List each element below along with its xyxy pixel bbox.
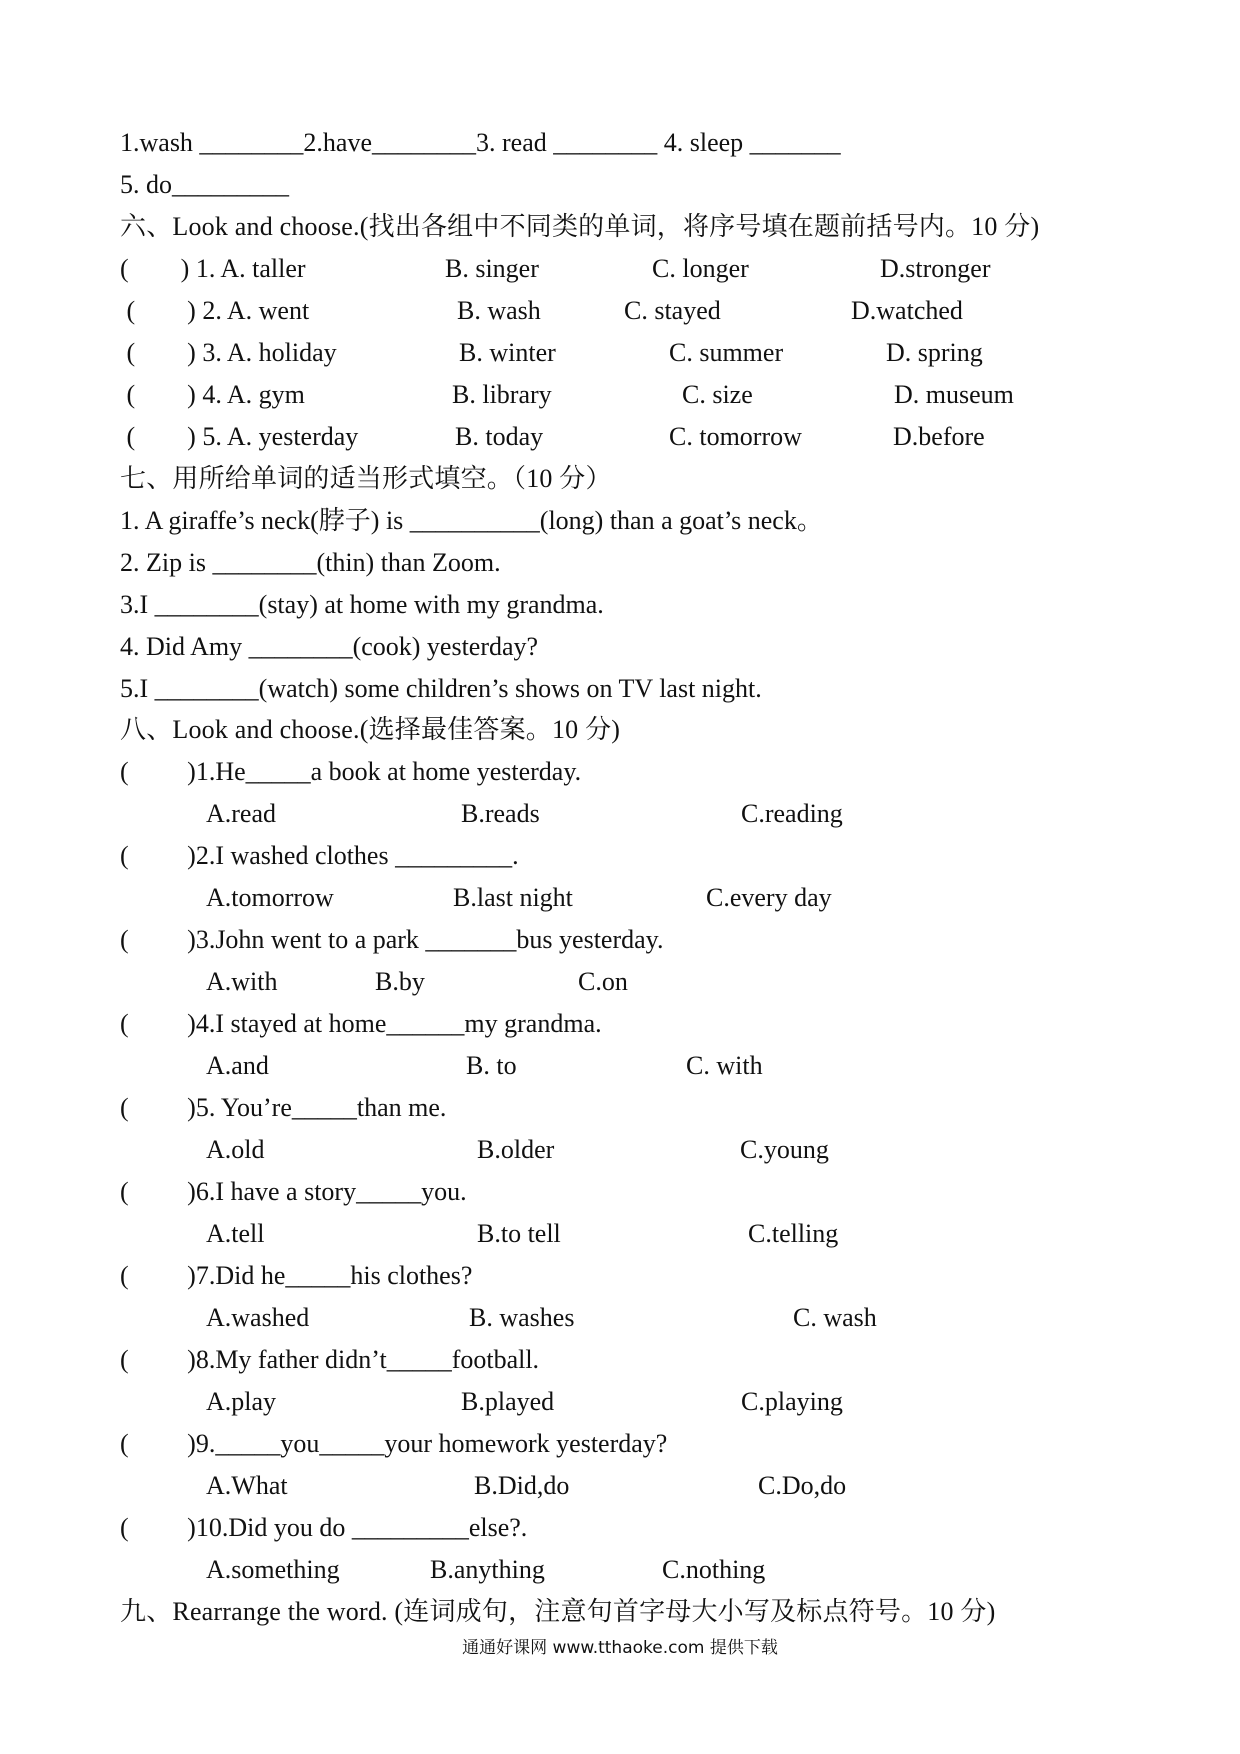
section-6-title: 六、Look and choose.(找出各组中不同类的单词，将序号填在题前括号内。10 分) — [120, 212, 1040, 241]
sec8-question-text: ( )4.I stayed at home______my grandma. — [120, 1009, 602, 1038]
sec7-item-5: 5.I ________(watch) some children’s shows on TV last night. — [120, 674, 762, 703]
sec6-option-c: C. longer — [652, 254, 749, 283]
section-9-title: 九、Rearrange the word. (连词成句，注意句首字母大小写及标点符号。10 分) — [120, 1597, 996, 1626]
sec6-item-lead: ( ) 4. A. gym — [120, 380, 305, 409]
sec8-option-b: B.anything — [430, 1555, 545, 1584]
sec8-question-text: ( )3.John went to a park _______bus yesterday. — [120, 925, 664, 954]
sec8-question-text: ( )1.He_____a book at home yesterday. — [120, 757, 582, 786]
sec8-option-a: A.washed — [206, 1303, 310, 1332]
sec8-question-text: ( )8.My father didn’t_____football. — [120, 1345, 540, 1374]
sec6-option-b: B. winter — [459, 338, 556, 367]
sec8-option-c: C. with — [686, 1051, 763, 1080]
sec8-question-text: ( )2.I washed clothes _________. — [120, 841, 519, 870]
sec8-option-a: A.tell — [206, 1219, 265, 1248]
sec6-item-lead: ( ) 5. A. yesterday — [120, 422, 359, 451]
sec8-option-b: B. to — [466, 1051, 517, 1080]
section-7-title: 七、用所给单词的适当形式填空。（10 分） — [120, 464, 612, 493]
sec8-option-a: A.and — [206, 1051, 269, 1080]
sec8-option-b: B.to tell — [477, 1219, 561, 1248]
sec8-option-a: A.with — [206, 967, 278, 996]
sec6-option-d: D.watched — [851, 296, 963, 325]
sec6-option-b: B. wash — [457, 296, 541, 325]
sec8-option-a: A.read — [206, 799, 277, 828]
sec7-item-3: 3.I ________(stay) at home with my grandma. — [120, 590, 604, 619]
sec6-option-b: B. today — [455, 422, 544, 451]
sec8-option-b: B.by — [375, 967, 425, 996]
sec7-item-1: 1. A giraffe’s neck(脖子) is __________(long) than a goat’s neck。 — [120, 506, 823, 535]
sec7-item-2: 2. Zip is ________(thin) than Zoom. — [120, 548, 501, 577]
sec8-question-text: ( )9._____you_____your homework yesterday? — [120, 1429, 668, 1458]
sec6-item-lead: ( ) 3. A. holiday — [120, 338, 337, 367]
sec8-option-c: C.on — [578, 967, 628, 996]
sec8-option-c: C.nothing — [662, 1555, 766, 1584]
sec6-option-c: C. size — [682, 380, 753, 409]
sec8-option-b: B.played — [461, 1387, 555, 1416]
sec6-option-b: B. singer — [445, 254, 539, 283]
sec8-option-a: A.tomorrow — [206, 883, 334, 912]
sec8-question-text: ( )5. You’re_____than me. — [120, 1093, 447, 1122]
sec7-item-4: 4. Did Amy ________(cook) yesterday? — [120, 632, 539, 661]
sec6-item-lead: ( ) 2. A. went — [120, 296, 310, 325]
sec8-option-c: C.reading — [741, 799, 843, 828]
sec8-option-c: C.telling — [748, 1219, 839, 1248]
sec8-option-c: C.young — [740, 1135, 829, 1164]
sec6-option-d: D.before — [893, 422, 985, 451]
sec6-option-d: D. museum — [894, 380, 1014, 409]
sec6-option-d: D. spring — [886, 338, 983, 367]
sec6-option-c: C. stayed — [624, 296, 721, 325]
sec8-option-c: C.playing — [741, 1387, 843, 1416]
sec8-option-b: B.older — [477, 1135, 555, 1164]
sec8-option-b: B.reads — [461, 799, 540, 828]
sec8-question-text: ( )6.I have a story_____you. — [120, 1177, 467, 1206]
sec8-option-c: C. wash — [793, 1303, 877, 1332]
sec8-option-a: A.something — [206, 1555, 340, 1584]
fill-blank-line-2: 5. do_________ — [120, 170, 289, 199]
sec8-option-a: A.play — [206, 1387, 277, 1416]
sec8-option-c: C.every day — [706, 883, 832, 912]
page-footer: 通通好课网 www.tthaoke.com 提供下载 — [462, 1638, 778, 1658]
sec6-item-lead: ( ) 1. A. taller — [120, 254, 306, 283]
fill-blank-line-1: 1.wash ________2.have________3. read ________ 4. sleep _______ — [120, 128, 841, 157]
sec8-question-text: ( )7.Did he_____his clothes? — [120, 1261, 473, 1290]
sec8-option-a: A.old — [206, 1135, 265, 1164]
sec8-option-a: A.What — [206, 1471, 288, 1500]
sec6-option-c: C. summer — [669, 338, 784, 367]
section-8-title: 八、Look and choose.(选择最佳答案。10 分) — [120, 715, 621, 744]
sec8-option-b: B. washes — [469, 1303, 575, 1332]
sec6-option-b: B. library — [452, 380, 552, 409]
sec8-option-c: C.Do,do — [758, 1471, 847, 1500]
sec8-option-b: B.last night — [453, 883, 573, 912]
sec6-option-d: D.stronger — [880, 254, 991, 283]
sec8-question-text: ( )10.Did you do _________else?. — [120, 1513, 528, 1542]
sec6-option-c: C. tomorrow — [669, 422, 802, 451]
sec8-option-b: B.Did,do — [474, 1471, 570, 1500]
